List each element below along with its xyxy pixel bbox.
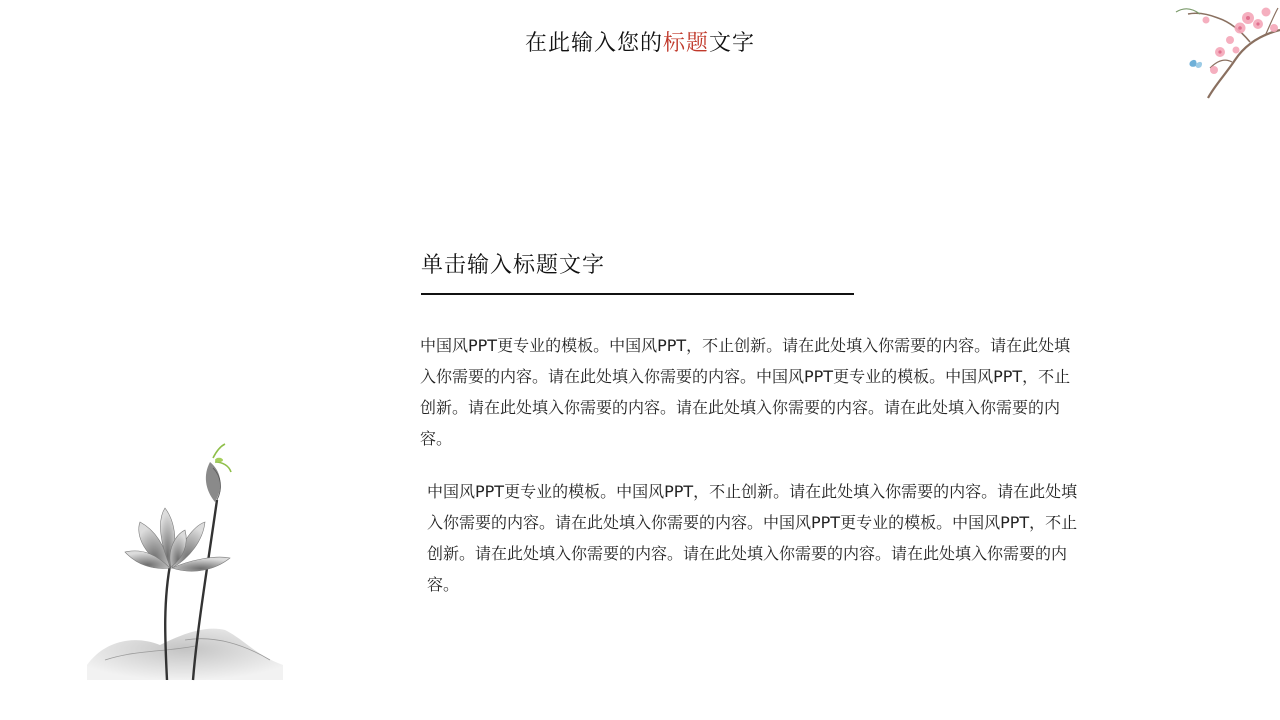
- section-heading[interactable]: 单击输入标题文字: [421, 253, 606, 278]
- page-title[interactable]: [0, 28, 1280, 60]
- body-paragraph-2[interactable]: 中国风PPT更专业的模板。中国风PPT，不止创新。请在此处填入你需要的内容。请在此处填入你需要的内容。请在此处填入你需要的内容。中国风PPT更专业的模板。中国风PPT，不止创新。请在此处填入你需要的内容。请在此处填入你需要的内容。请在此处填入你需要的内容。: [427, 482, 1078, 594]
- page-title-prefix: 在此输入您的: [524, 31, 663, 56]
- page-title-accent: 标题: [662, 31, 709, 56]
- ink-lotus-painting: [85, 440, 285, 685]
- heading-divider: [421, 293, 854, 295]
- page-title-suffix: 文字: [709, 31, 756, 56]
- body-paragraph-1[interactable]: 中国风PPT更专业的模板。中国风PPT，不止创新。请在此处填入你需要的内容。请在此处填入你需要的内容。请在此处填入你需要的内容。中国风PPT更专业的模板。中国风PPT，不止创新。请在此处填入你需要的内容。请在此处填入你需要的内容。请在此处填入你需要的内容。: [420, 336, 1071, 448]
- plum-blossom-branch: [1170, 0, 1280, 100]
